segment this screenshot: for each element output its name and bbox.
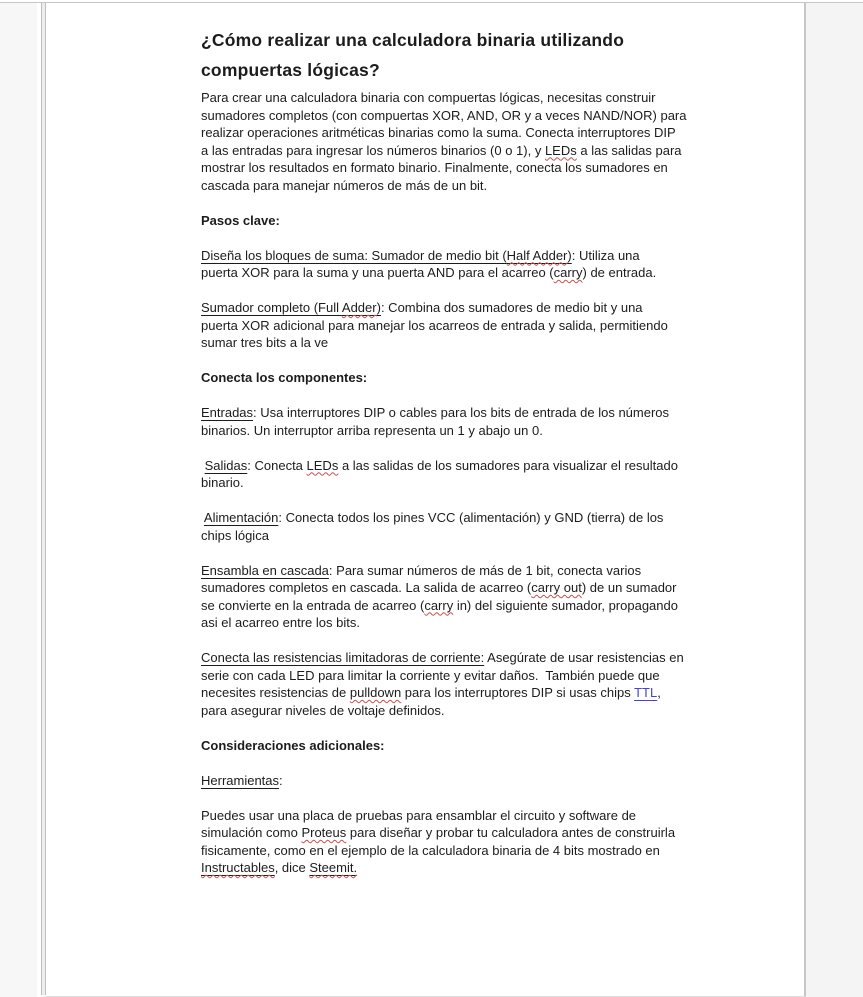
text-line: [201, 422, 801, 440]
para-entradas: [201, 404, 801, 439]
misspelled-text: Half Adder: [506, 247, 568, 263]
text-line: [201, 667, 801, 685]
text-line: [201, 55, 801, 85]
text-line: [201, 89, 801, 107]
text-segment: Alimentación: [203, 510, 279, 525]
para-software: [201, 807, 801, 877]
text-segment: fisicamente, como en el ejemplo de la calculadora binaria de 4 bits mostrado en: [201, 842, 660, 858]
text-line: [201, 124, 801, 142]
text-line: [201, 247, 801, 265]
text-segment: ): [376, 300, 381, 315]
text-segment: ¿Cómo realizar una calculadora binaria utilizando: [201, 30, 625, 50]
text-segment: Pasos clave:: [201, 212, 280, 228]
para-half-adder: [201, 247, 801, 282]
text-segment: Herramientas: [201, 772, 280, 788]
text-segment: se convierte en la entrada de acarreo (: [201, 597, 425, 613]
para-full-adder: [201, 299, 801, 352]
text-line: [201, 702, 801, 720]
text-line: [201, 649, 801, 667]
para-resistencias: [201, 649, 801, 719]
text-segment: Salidas: [204, 457, 248, 473]
text-segment: : Utiliza una: [571, 247, 640, 263]
text-line: [201, 474, 801, 492]
text-segment: sumadores completos (con compuertas XOR, AND, OR y a veces NAND/NOR) para: [201, 107, 687, 123]
text-segment: Puedes usar una placa de pruebas para ensamblar el circuito y software de: [201, 807, 637, 823]
text-segment: simulación como: [201, 825, 302, 840]
misspelled-text: [309, 860, 357, 875]
left-margin: [0, 3, 37, 997]
misspelled-text: [342, 300, 377, 315]
right-margin: [806, 3, 863, 997]
text-line: [201, 509, 801, 527]
document-body: [201, 25, 801, 894]
misspelled-text: LEDs: [544, 142, 577, 158]
text-segment: binario.: [201, 475, 244, 490]
text-line: [201, 859, 801, 877]
text-segment: realizar operaciones aritméticas binarias como la suma. Conecta interruptores DIP: [201, 125, 676, 140]
text-segment: Conecta las resistencias limitadoras de corriente:: [201, 650, 485, 665]
text-segment: ): [567, 247, 572, 263]
text-segment: Consideraciones adicionales:: [201, 737, 385, 753]
text-segment: puerta XOR adicional para manejar los acarreos de entrada y salida, permitiendo: [201, 317, 668, 333]
text-line: [201, 369, 801, 387]
text-line: [201, 299, 801, 317]
text-segment: : Combina dos sumadores de medio bit y una: [380, 300, 643, 315]
misspelled-text: Proteus: [301, 825, 347, 840]
misspelled-text: Steemit.: [309, 860, 358, 875]
intro-paragraph: [201, 89, 801, 194]
text-segment: para asegurar niveles de voltaje definidos.: [201, 702, 445, 718]
misspelled-text: carry: [553, 265, 583, 280]
text-line: [201, 824, 801, 842]
text-line: [201, 25, 801, 55]
text-segment: Conecta los componentes:: [201, 370, 368, 385]
text-line: [201, 684, 801, 702]
text-line: [201, 177, 801, 195]
text-segment: Ensambla en cascada: [201, 562, 329, 578]
text-segment: binarios. Un interruptor arriba representa un 1 y abajo un 0.: [201, 422, 543, 438]
text-segment: sumadores completos en cascada. La salida de acarreo (: [201, 580, 532, 595]
misspelled-text: Adder: [341, 300, 377, 315]
text-line: [201, 212, 801, 230]
text-segment: Asegúrate de usar resistencias en: [484, 650, 684, 665]
doc-title: [201, 25, 801, 85]
text-line: [201, 737, 801, 755]
text-line: [201, 334, 801, 352]
text-line: [201, 159, 801, 177]
text-segment: a las salidas de los sumadores para visualizar el resultado: [338, 457, 678, 473]
text-segment: mostrar los resultados en formato binario. Finalmente, conecta los sumadores en: [201, 160, 668, 175]
text-line: [201, 264, 801, 282]
text-line: [201, 579, 801, 597]
ttl-link[interactable]: TTL: [634, 685, 658, 700]
text-segment: Para crear una calculadora binaria con compuertas lógicas, necesitas construir: [201, 90, 656, 105]
text-line: [201, 457, 801, 475]
text-line: [201, 842, 801, 860]
text-line: [201, 107, 801, 125]
text-line: [201, 597, 801, 615]
misspelled-text: carry out: [531, 580, 582, 595]
text-segment: : Para sumar números de más de 1 bit, conecta varios: [328, 562, 642, 578]
text-segment: necesites resistencias de: [201, 685, 350, 700]
text-segment: : Usa interruptores DIP o cables para los bits de entrada de los números: [253, 405, 670, 420]
text-segment: ) de entrada.: [582, 265, 657, 280]
misspelled-text: pulldown: [349, 685, 402, 700]
text-segment: Sumador completo (Full: [201, 300, 342, 315]
page-sheet: [46, 3, 804, 996]
misspelled-text: [201, 860, 275, 875]
text-segment: a las salidas para: [576, 142, 682, 158]
heading-pasos-clave: [201, 212, 801, 230]
text-segment: Entradas: [201, 405, 254, 420]
misspelled-text: Instructables: [201, 860, 275, 875]
text-segment: compuertas lógicas?: [201, 60, 380, 80]
misspelled-text: [507, 248, 568, 263]
text-line: [201, 807, 801, 825]
text-segment: in) del siguiente sumador, propagando: [453, 597, 678, 613]
para-salidas: [201, 457, 801, 492]
para-ensambla-cascada: [201, 562, 801, 632]
para-herramientas: [201, 772, 801, 790]
text-segment: serie con cada LED para limitar la corriente y evitar daños. También puede que: [201, 667, 660, 683]
text-line: [201, 142, 801, 160]
text-segment: : Conecta: [247, 457, 307, 473]
heading-consideraciones: [201, 737, 801, 755]
text-segment: ) de un sumador: [581, 580, 677, 595]
misspelled-text: LEDs: [306, 457, 339, 473]
text-segment: chips lógica: [201, 527, 269, 543]
heading-conecta-componentes: [201, 369, 801, 387]
text-segment: a las entradas para ingresar los números binarios (0 o 1), y: [201, 142, 545, 158]
text-segment: cascada para manejar números de más de un bit.: [201, 177, 488, 193]
text-segment: puerta XOR para la suma y una puerta AND para el acarreo (: [201, 265, 554, 280]
text-line: [201, 404, 801, 422]
text-line: [201, 527, 801, 545]
text-line: [201, 317, 801, 335]
text-segment: para los interruptores DIP si usas chips: [401, 685, 635, 700]
text-segment: ,: [657, 685, 661, 700]
text-line: [201, 562, 801, 580]
text-segment: asi el acarreo entre los bits.: [201, 615, 360, 630]
text-segment: : Conecta todos los pines VCC (alimentación) y GND (tierra) de los: [278, 510, 664, 525]
text-segment: :: [279, 772, 283, 788]
text-segment: , dice: [274, 860, 310, 875]
text-segment: sumar tres bits a la ve: [201, 335, 329, 350]
text-segment: Diseña los bloques de suma: Sumador de medio bit (: [201, 247, 507, 263]
text-line: [201, 614, 801, 632]
text-segment: para diseñar y probar tu calculadora antes de construirla: [346, 825, 676, 840]
text-line: [201, 772, 801, 790]
para-alimentacion: [201, 509, 801, 544]
misspelled-text: carry: [424, 597, 454, 613]
